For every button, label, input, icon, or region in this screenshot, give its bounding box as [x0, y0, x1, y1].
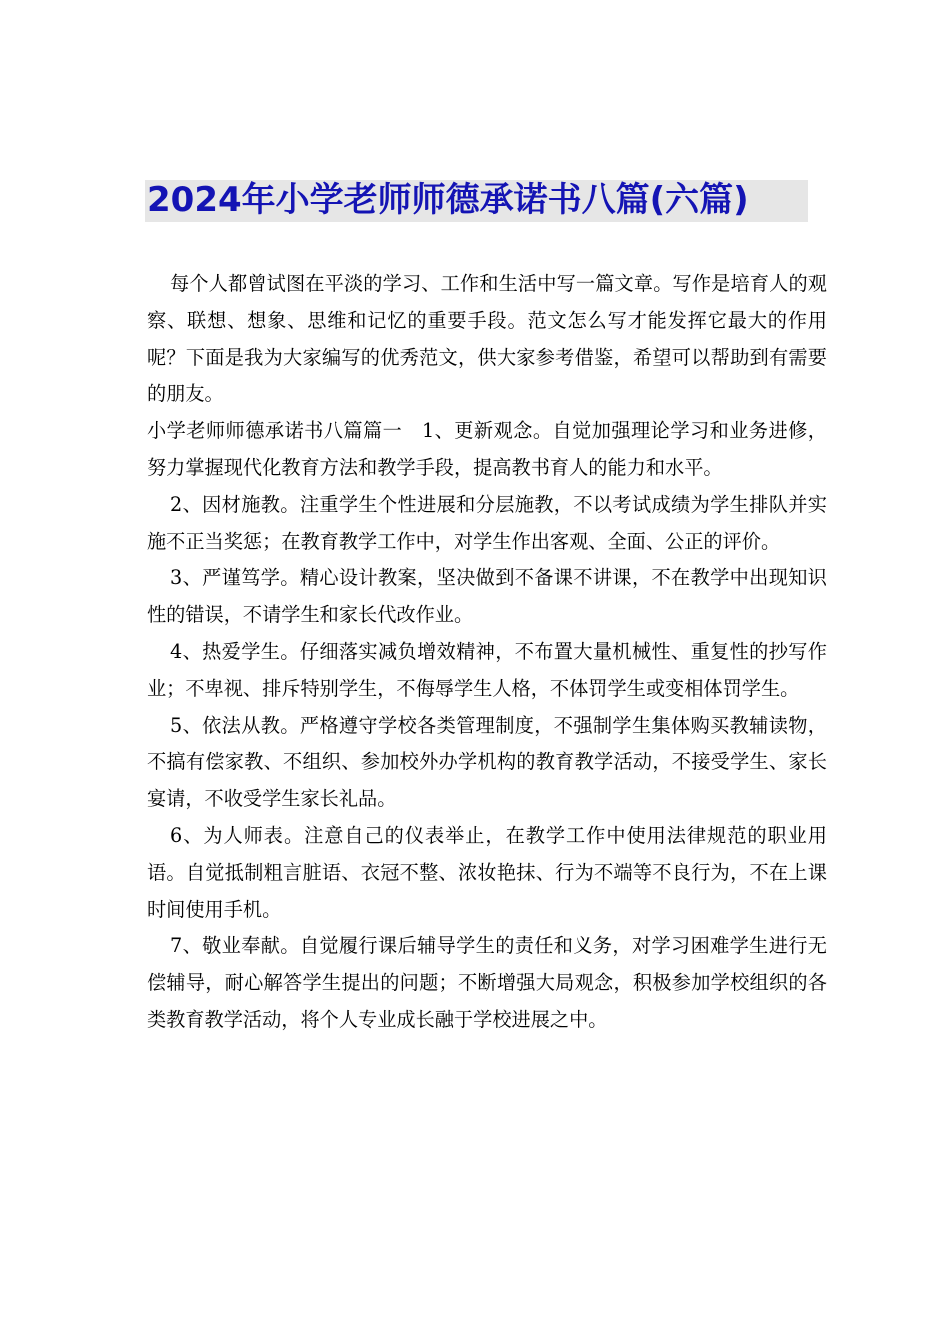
item-7-paragraph: 7、敬业奉献。自觉履行课后辅导学生的责任和义务，对学习困难学生进行无偿辅导，耐心解答学生提出的问题；不断增强大局观念，积极参加学校组织的各类教育教学活动，将个人专业成长融于学校进展之中。	[147, 934, 827, 1031]
item-6-paragraph: 6、为人师表。注意自己的仪表举止，在教学工作中使用法律规范的职业用语。自觉抵制粗言脏语、衣冠不整、浓妆艳抹、行为不端等不良行为，不在上课时间使用手机。	[147, 823, 827, 921]
document-body	[147, 266, 827, 1039]
item-5-paragraph: 5、依法从教。严格遵守学校各类管理制度，不强制学生集体购买教辅读物，不搞有偿家教、不组织、参加校外办学机构的教育教学活动，不接受学生、家长宴请，不收受学生家长礼品。	[147, 713, 827, 811]
item-3-paragraph: 3、严谨笃学。精心设计教案，坚决做到不备课不讲课，不在教学中出现知识性的错误，不请学生和家长代改作业。	[147, 566, 827, 627]
section-one-paragraph: 小学老师师德承诺书八篇篇一 1、更新观念。自觉加强理论学习和业务进修，努力掌握现代化教育方法和教学手段，提高教书育人的能力和水平。	[147, 419, 827, 479]
intro-paragraph: 每个人都曾试图在平淡的学习、工作和生活中写一篇文章。写作是培育人的观察、联想、想象、思维和记忆的重要手段。范文怎么写才能发挥它最大的作用呢？下面是我为大家编写的优秀范文，供大家参考借鉴，希望可以帮助到有需要的朋友。	[147, 272, 827, 406]
item-2-paragraph: 2、因材施教。注重学生个性进展和分层施教，不以考试成绩为学生排队并实施不正当奖惩；在教育教学工作中，对学生作出客观、全面、公正的评价。	[147, 492, 827, 553]
document-title: 2024年小学老师师德承诺书八篇(六篇)	[147, 180, 749, 220]
item-4-paragraph: 4、热爱学生。仔细落实减负增效精神，不布置大量机械性、重复性的抄写作业；不卑视、排斥特别学生，不侮辱学生人格，不体罚学生或变相体罚学生。	[147, 639, 827, 700]
